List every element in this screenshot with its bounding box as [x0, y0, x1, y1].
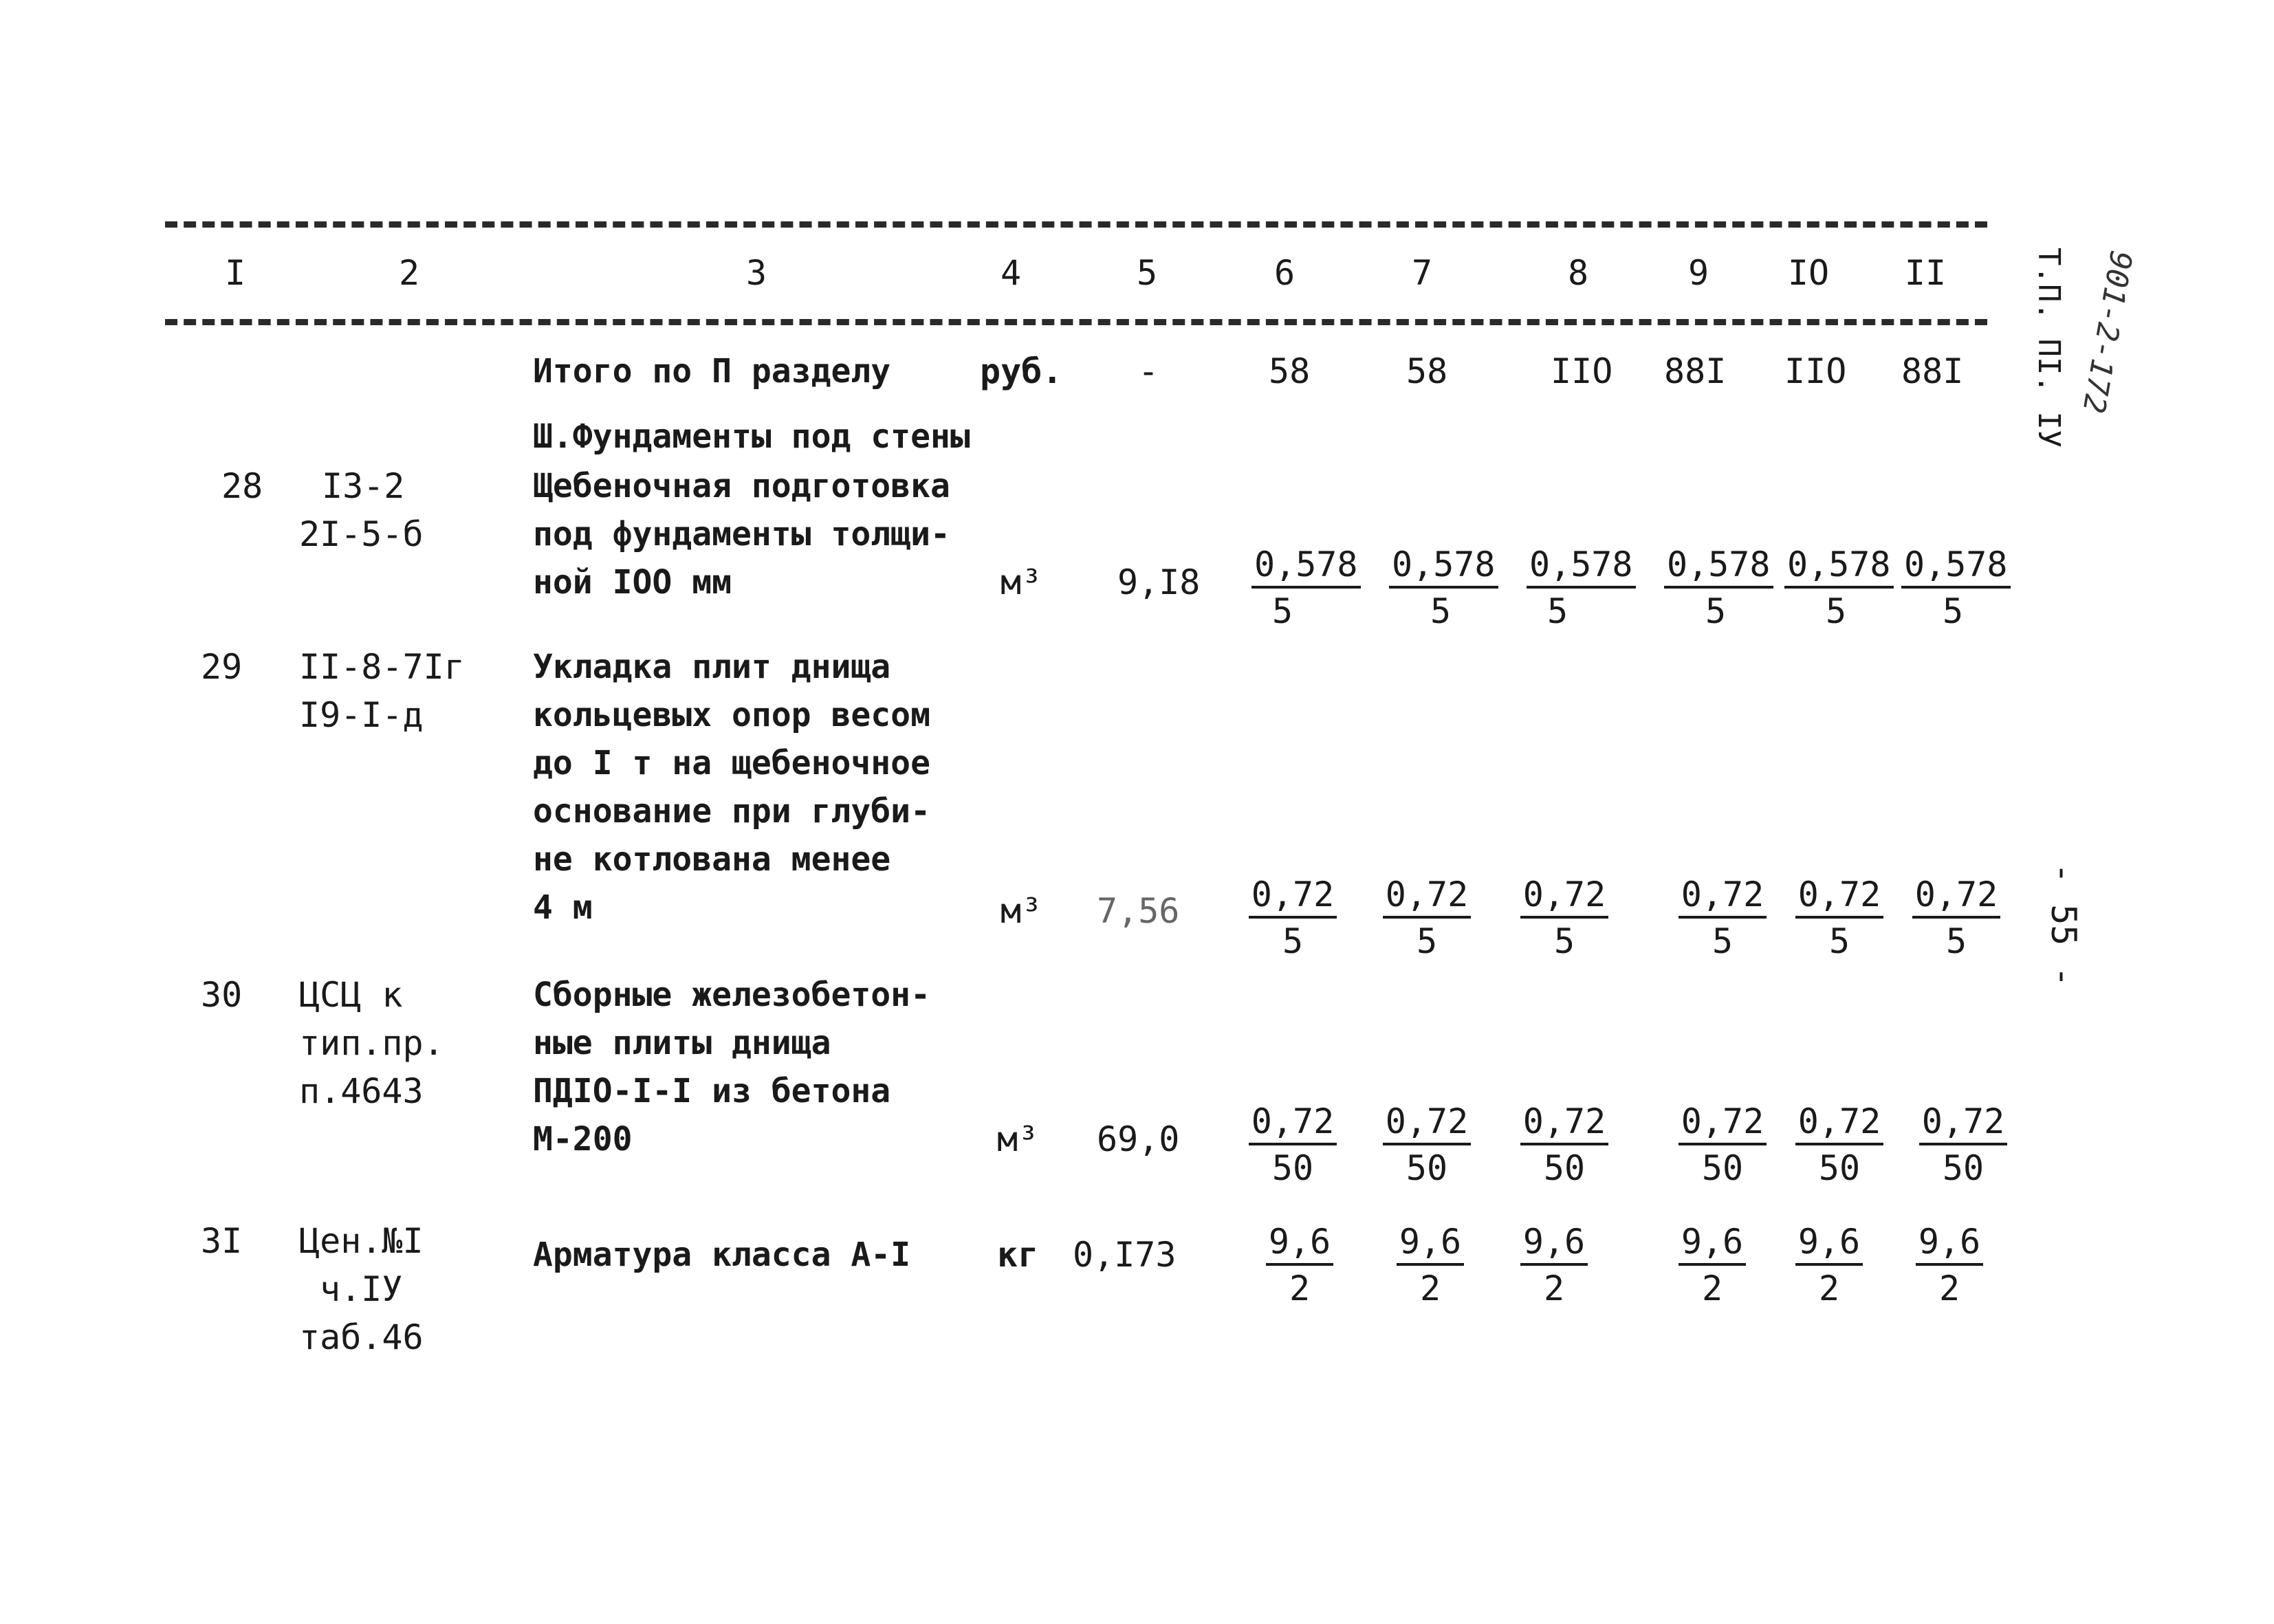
- header-col-1: I: [224, 253, 246, 293]
- row-30-number: 30: [201, 975, 243, 1015]
- fraction-numerator: 0,578: [1527, 543, 1636, 589]
- fraction-numerator: 0,578: [1664, 543, 1773, 589]
- row-29-desc-line: не котлована менее: [533, 840, 891, 879]
- fraction-denominator: 5: [1705, 591, 1727, 631]
- fraction-numerator: 0,72: [1249, 873, 1337, 919]
- row-28-desc-line: под фундаменты толщи-: [533, 515, 950, 553]
- row-28-unit: м³: [1001, 562, 1042, 602]
- header-col-9: 9: [1687, 253, 1709, 293]
- page-number: - 55 -: [2044, 863, 2084, 987]
- row-31-desc-line: Арматура класса А-I: [533, 1236, 911, 1274]
- fraction-denominator: 50: [1818, 1148, 1861, 1188]
- header-col-8: 8: [1567, 253, 1589, 293]
- fraction-numerator: 0,72: [1679, 873, 1767, 919]
- row-31-value: [1778, 1220, 1881, 1311]
- header-col-3: 3: [745, 253, 767, 293]
- header-col-5: 5: [1136, 253, 1158, 293]
- row-28-code-line: 2I-5-б: [299, 514, 424, 554]
- row-31-price: 0,I73: [1073, 1235, 1177, 1275]
- header-col-7: 7: [1411, 253, 1433, 293]
- fraction-numerator: 9,6: [1916, 1220, 1983, 1266]
- row-31-number: 3I: [201, 1221, 243, 1261]
- row-29-desc-line: Укладка плит днища: [533, 648, 891, 686]
- fraction-denominator: 5: [1430, 591, 1452, 631]
- fraction-denominator: 5: [1272, 591, 1293, 631]
- row-29-desc-line: до I т на щебеночное: [533, 744, 930, 782]
- row-31-code-line: Цен.№I: [299, 1221, 424, 1261]
- header-col-6: 6: [1273, 253, 1295, 293]
- fraction-numerator: 0,72: [1795, 1100, 1883, 1145]
- header-col-10: IO: [1787, 253, 1830, 293]
- row-29-code-line: II-8-7Iг: [299, 647, 465, 687]
- total-row-title: Итого по П разделу: [533, 352, 891, 391]
- row-30-code-line: тип.пр.: [299, 1023, 444, 1063]
- row-30-desc-line: Сборные железобетон-: [533, 976, 930, 1014]
- row-29-value: [1375, 873, 1478, 964]
- fraction-numerator: 0,72: [1679, 1100, 1767, 1145]
- fraction-numerator: 0,72: [1383, 873, 1471, 919]
- row-29-desc-line: основание при глуби-: [533, 792, 930, 831]
- row-31-unit: кг: [997, 1235, 1039, 1275]
- row-30-value: [1912, 1100, 2015, 1191]
- row-30-price: 69,0: [1097, 1119, 1180, 1159]
- side-stamp: Т.П. ПI. IУ: [2031, 248, 2066, 448]
- fraction-denominator: 2: [1701, 1269, 1723, 1308]
- row-29-price: 7,56: [1097, 891, 1180, 931]
- row-30-desc-line: ПДIO-I-I из бетона: [533, 1072, 891, 1110]
- row-31-value: [1661, 1220, 1764, 1311]
- row-28-price: 9,I8: [1117, 562, 1201, 602]
- row-29-value: [1905, 873, 2008, 964]
- fraction-numerator: 0,72: [1795, 873, 1883, 919]
- fraction-numerator: 0,72: [1520, 873, 1608, 919]
- row-31-value: [1248, 1220, 1351, 1311]
- row-31-value: [1502, 1220, 1606, 1311]
- row-28-desc-line: Щебеночная подготовка: [533, 467, 950, 505]
- row-28-value: [1784, 543, 1891, 634]
- row-28-value: [1527, 543, 1633, 634]
- fraction-numerator: 0,72: [1912, 873, 2000, 919]
- fraction-numerator: 0,578: [1251, 543, 1361, 589]
- row-30-desc-line: ные плиты днища: [533, 1024, 831, 1062]
- row-30-value: [1513, 1100, 1616, 1191]
- total-row-value: IIO: [1784, 351, 1847, 391]
- fraction-denominator: 2: [1419, 1269, 1441, 1308]
- fraction-numerator: 9,6: [1795, 1220, 1863, 1266]
- fraction-numerator: 9,6: [1520, 1220, 1588, 1266]
- row-30-value: [1671, 1100, 1774, 1191]
- side-code: 901-2-172: [2075, 248, 2139, 416]
- row-30-code-line: п.4643: [299, 1071, 424, 1111]
- fraction-numerator: 0,72: [1919, 1100, 2007, 1145]
- fraction-denominator: 5: [1942, 591, 1964, 631]
- fraction-denominator: 2: [1938, 1269, 1960, 1308]
- row-28-value: [1389, 543, 1496, 634]
- fraction-denominator: 50: [1543, 1148, 1586, 1188]
- header-top-rule: [165, 221, 1987, 228]
- fraction-denominator: 50: [1271, 1148, 1314, 1188]
- row-30-value: [1375, 1100, 1478, 1191]
- fraction-numerator: 0,578: [1901, 543, 2011, 589]
- row-29-desc-line: кольцевых опор весом: [533, 696, 930, 734]
- row-29-desc-line: 4 м: [533, 888, 593, 927]
- total-row-value: 58: [1269, 351, 1311, 391]
- fraction-denominator: 5: [1547, 591, 1568, 631]
- total-row-col5: -: [1138, 351, 1159, 391]
- row-30-desc-line: М-200: [533, 1120, 633, 1159]
- fraction-denominator: 2: [1289, 1269, 1311, 1308]
- row-29-value: [1513, 873, 1616, 964]
- fraction-denominator: 2: [1543, 1269, 1565, 1308]
- total-row-value: IIO: [1551, 351, 1613, 391]
- row-29-code-line: I9-I-д: [299, 695, 424, 735]
- fraction-denominator: 5: [1553, 921, 1575, 961]
- section-heading: Ш.Фундаменты под стены: [533, 417, 970, 456]
- row-29-value: [1671, 873, 1774, 964]
- fraction-denominator: 5: [1416, 921, 1438, 961]
- fraction-numerator: 0,578: [1784, 543, 1894, 589]
- total-row-value: 58: [1406, 351, 1448, 391]
- fraction-numerator: 0,72: [1383, 1100, 1471, 1145]
- fraction-denominator: 5: [1282, 921, 1304, 961]
- row-28-value: [1251, 543, 1358, 634]
- row-28-value: [1664, 543, 1771, 634]
- total-row-value: 88I: [1901, 351, 1964, 391]
- row-30-unit: м³: [997, 1119, 1039, 1159]
- fraction-numerator: 9,6: [1266, 1220, 1333, 1266]
- row-31-value: [1379, 1220, 1482, 1311]
- row-30-code-line: ЦСЦ к: [299, 975, 403, 1015]
- row-30-value: [1788, 1100, 1891, 1191]
- row-28-code-line: I3-2: [322, 466, 405, 506]
- fraction-numerator: 9,6: [1397, 1220, 1464, 1266]
- total-row-unit: руб.: [980, 351, 1063, 391]
- fraction-denominator: 5: [1828, 921, 1850, 961]
- row-29-value: [1241, 873, 1344, 964]
- row-29-number: 29: [201, 647, 243, 687]
- row-31-value: [1898, 1220, 2001, 1311]
- row-29-value: [1788, 873, 1891, 964]
- header-col-11: II: [1904, 253, 1947, 293]
- header-col-4: 4: [1000, 253, 1022, 293]
- fraction-numerator: 9,6: [1679, 1220, 1746, 1266]
- row-31-code-line: ч.IУ: [320, 1269, 403, 1309]
- fraction-numerator: 0,72: [1249, 1100, 1337, 1145]
- fraction-denominator: 5: [1825, 591, 1847, 631]
- fraction-denominator: 50: [1942, 1148, 1985, 1188]
- fraction-denominator: 50: [1406, 1148, 1448, 1188]
- fraction-denominator: 5: [1712, 921, 1734, 961]
- fraction-denominator: 2: [1818, 1269, 1840, 1308]
- row-31-code-line: таб.46: [299, 1317, 424, 1357]
- row-28-desc-line: ной IOO мм: [533, 563, 732, 602]
- fraction-denominator: 5: [1945, 921, 1967, 961]
- row-29-unit: м³: [1001, 891, 1042, 931]
- header-col-2: 2: [398, 253, 420, 293]
- fraction-numerator: 0,72: [1520, 1100, 1608, 1145]
- header-bottom-rule: [165, 319, 1987, 325]
- row-28-value: [1901, 543, 2008, 634]
- fraction-numerator: 0,578: [1389, 543, 1498, 589]
- total-row-value: 88I: [1664, 351, 1727, 391]
- row-30-value: [1241, 1100, 1344, 1191]
- fraction-denominator: 50: [1701, 1148, 1744, 1188]
- row-28-number: 28: [221, 466, 263, 506]
